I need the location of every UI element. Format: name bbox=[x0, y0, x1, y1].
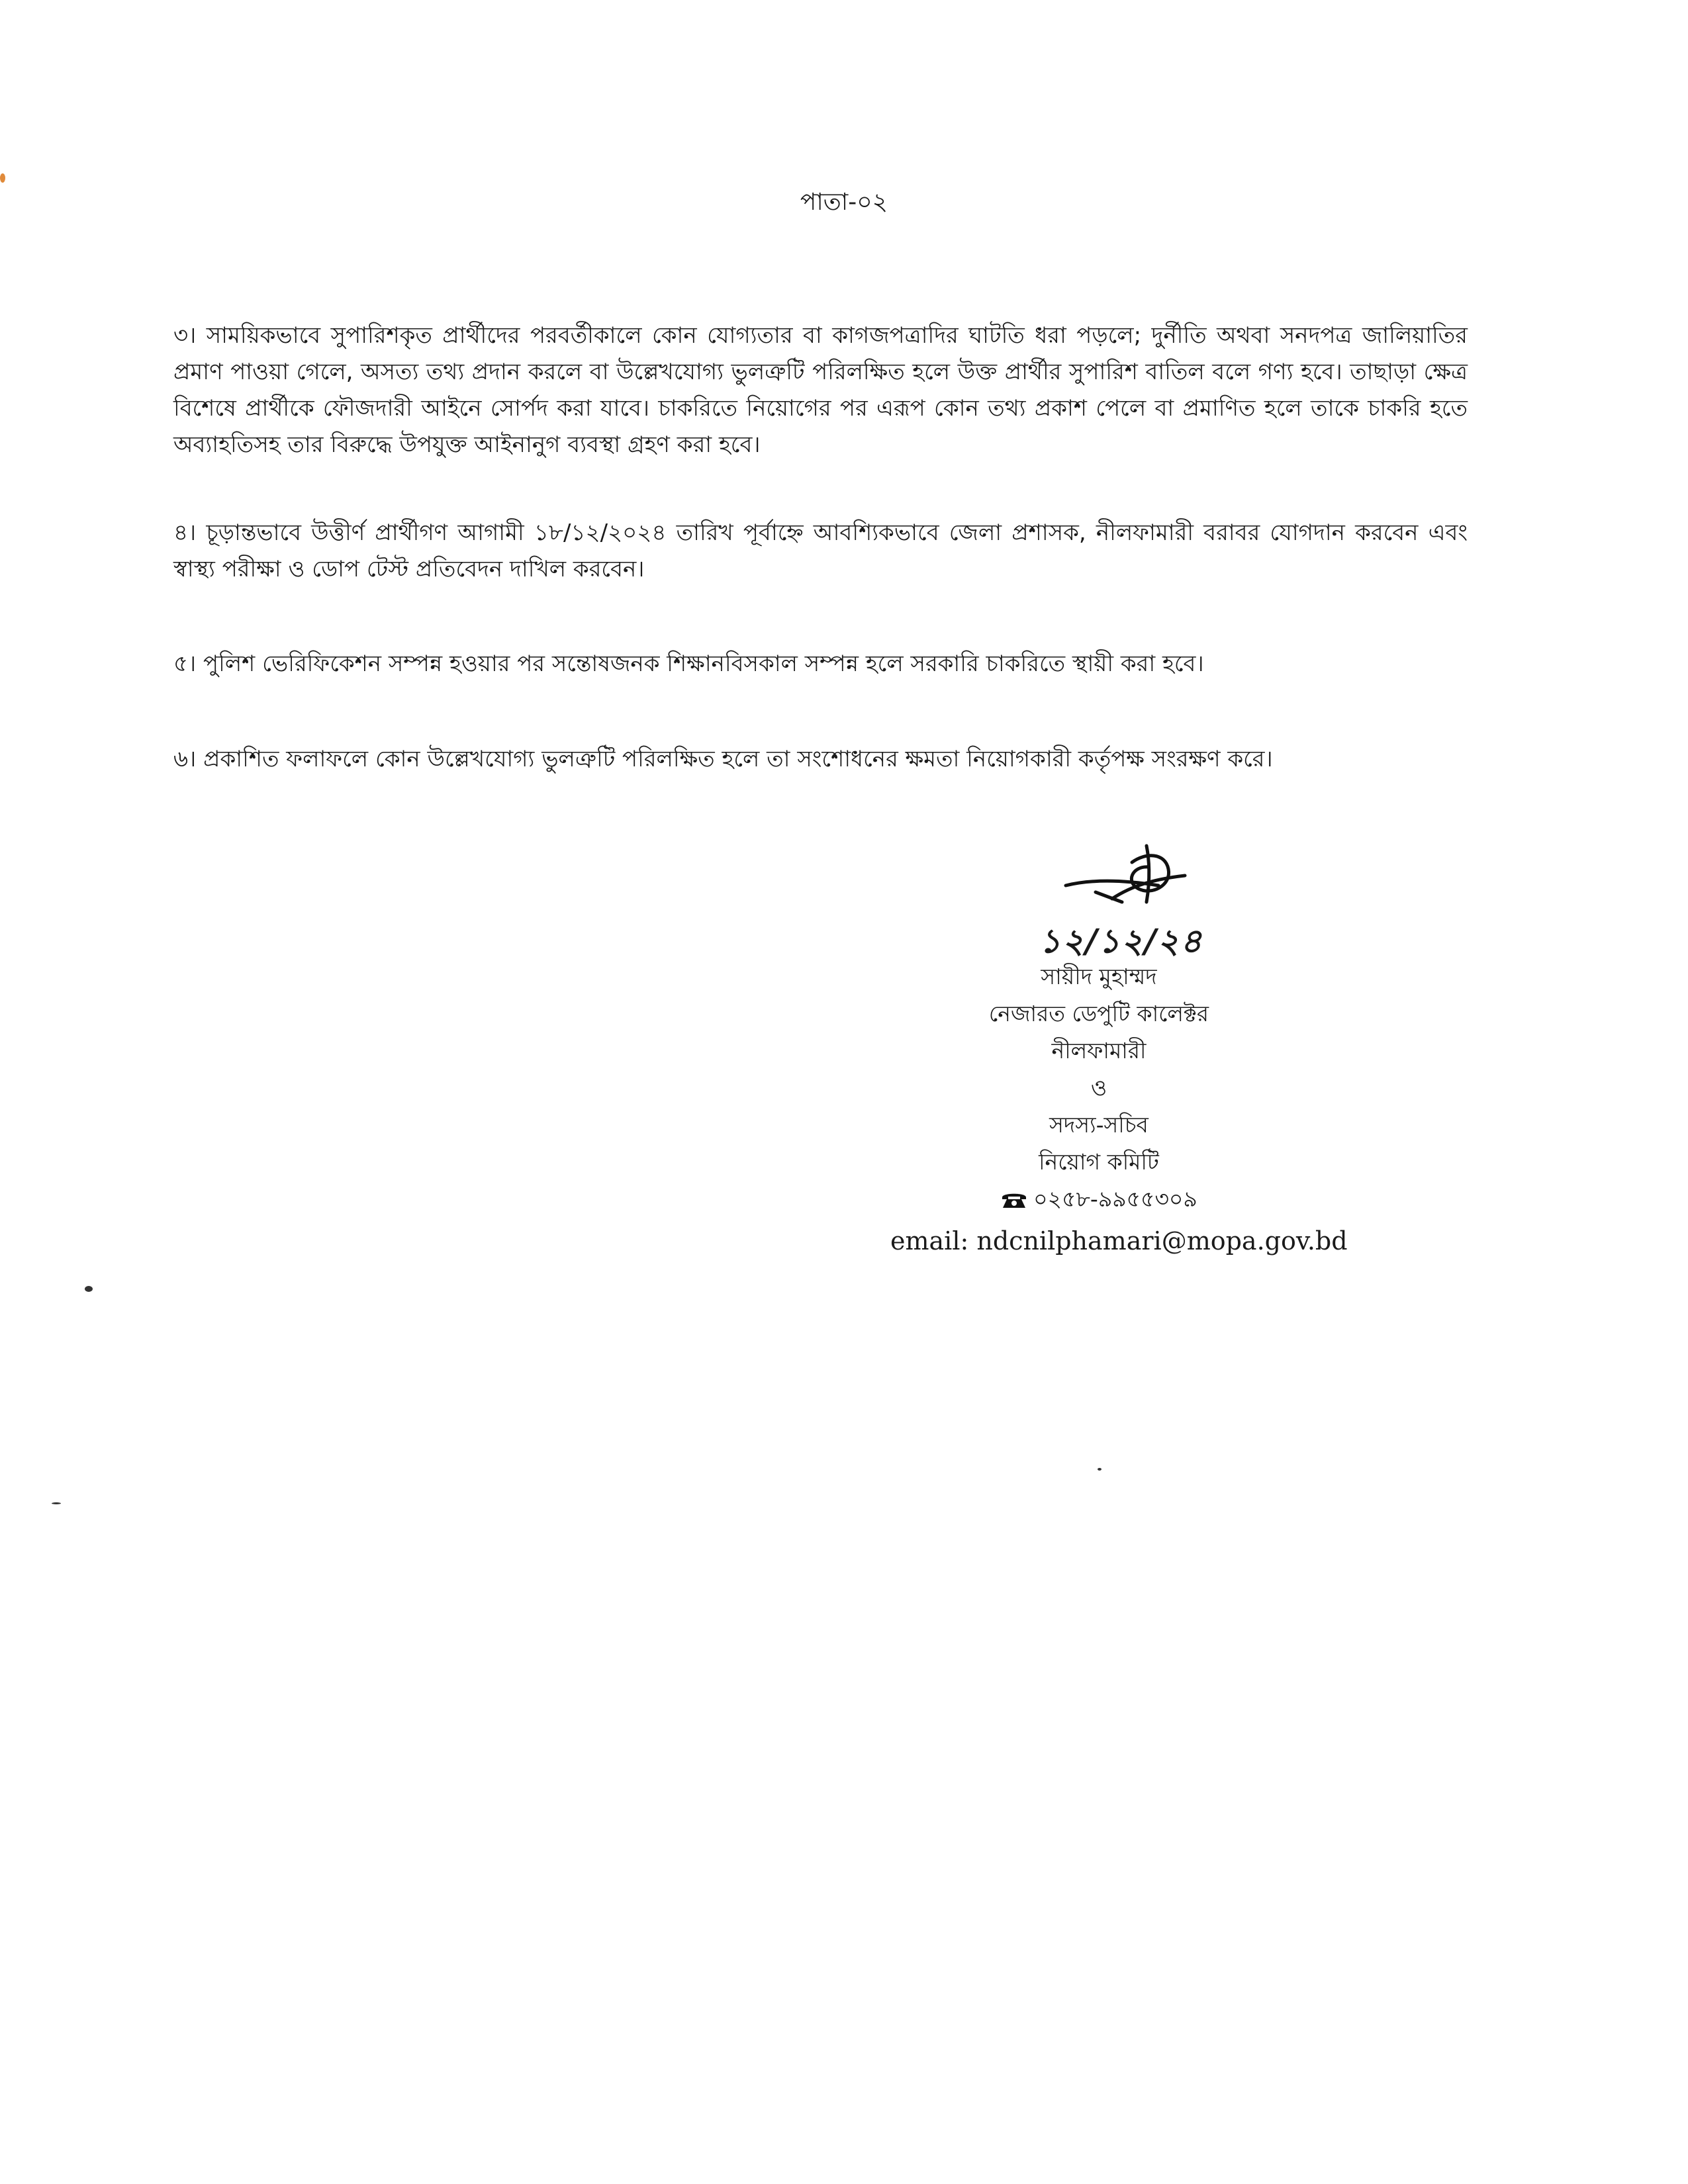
signatory-committee: নিয়োগ কমিটি bbox=[1039, 1149, 1159, 1175]
signatory-role: সদস্য-সচিব bbox=[1049, 1112, 1149, 1138]
signature-date: ১২/১২/২৪ bbox=[1039, 921, 1203, 960]
phone-icon bbox=[1000, 1191, 1028, 1209]
paragraph-3: ৩। সাময়িকভাবে সুপারিশকৃত প্রার্থীদের পরবর্তীকালে কোন যোগ্যতার বা কাগজপত্রাদির ঘাটতি ধরা পড়লে; দুর্নীতি অথবা সনদপত্র জালিয়াতির প্রমাণ পাওয়া গেলে, অসত্য তথ্য প্রদান করলে বা উল্লেখযোগ্য ভুলত্রুটি পরিলক্ষিত হলে উক্ত প্রার্থীর সুপারিশ বাতিল বলে গণ্য হবে। তাছাড়া ক্ষেত্র বিশেষে প্রার্থীকে ফৌজদারী আইনে সোর্পদ করা যাবে। চাকরিতে নিয়োগের পর এরূপ কোন তথ্য প্রকাশ পেলে বা প্রমাণিত হলে তাকে চাকরি হতে অব্যাহতিসহ তার বিরুদ্ধে উপযুক্ত আইনানুগ ব্যবস্থা গ্রহণ করা হবে। bbox=[173, 322, 1468, 458]
signatory-conjunction: ও bbox=[1090, 1075, 1107, 1101]
signature-block bbox=[940, 958, 1258, 1218]
signatory-district: নীলফামারী bbox=[1051, 1038, 1147, 1064]
paragraph-5: ৫। পুলিশ ভেরিফিকেশন সম্পন্ন হওয়ার পর সন্তোষজনক শিক্ষানবিসকাল সম্পন্ন হলে সরকারি চাকরিতে স্থায়ী করা হবে। bbox=[173, 651, 1204, 677]
paragraph-4: ৪। চূড়ান্তভাবে উত্তীর্ণ প্রার্থীগণ আগামী ১৮/১২/২০২৪ তারিখ পূর্বাহ্নে আবশ্যিকভাবে জেলা প্রশাসক, নীলফামারী বরাবর যোগদান করবেন এবং স্বাস্থ্য পরীক্ষা ও ডোপ টেস্ট প্রতিবেদন দাখিল করবেন। bbox=[173, 520, 1468, 582]
page-number: পাতা-০২ bbox=[800, 189, 888, 216]
scan-speck bbox=[52, 1502, 61, 1504]
phone-line bbox=[940, 1181, 1258, 1218]
paragraph-6: ৬। প্রকাশিত ফলাফলে কোন উল্লেখযোগ্য ভুলত্রুটি পরিলক্ষিত হলে তা সংশোধনের ক্ষমতা নিয়োগকারী কর্তৃপক্ষ সংরক্ষণ করে। bbox=[173, 746, 1273, 772]
scan-speck bbox=[1098, 1468, 1102, 1471]
phone-number: ০২৫৮-৯৯৫৫৩০৯ bbox=[1033, 1186, 1197, 1212]
signatory-name: সায়ীদ মুহাম্মদ bbox=[1041, 964, 1157, 989]
scan-speck bbox=[0, 173, 5, 183]
signatory-designation: নেজারত ডেপুটি কালেক্টর bbox=[988, 1001, 1209, 1026]
email-address: email: ndcnilphamari@mopa.gov.bd bbox=[890, 1226, 1348, 1255]
scan-speck bbox=[85, 1286, 93, 1292]
